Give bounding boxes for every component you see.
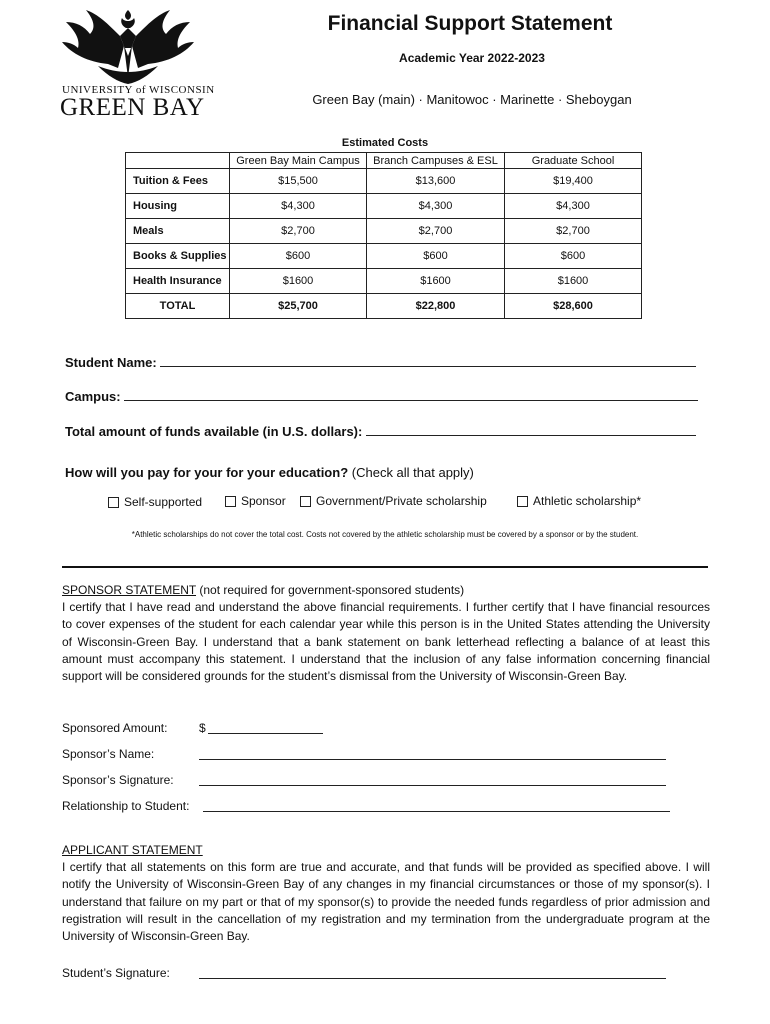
checkbox-athletic[interactable] (517, 496, 528, 507)
total-cell: $22,800 (367, 294, 505, 319)
row-label: Housing (126, 194, 230, 219)
page-title: Financial Support Statement (327, 12, 613, 35)
funds-field[interactable] (366, 423, 696, 436)
table-cell: $1600 (505, 269, 642, 294)
student-name-label: Student Name: (65, 355, 157, 370)
table-cell: $600 (367, 244, 505, 269)
funds-row (65, 423, 696, 439)
costs-table (125, 152, 642, 319)
sponsor-statement (62, 582, 710, 685)
table-cell: $2,700 (367, 219, 505, 244)
sponsor-signature-row (62, 773, 174, 787)
relationship-label: Relationship to Student: (62, 799, 190, 813)
payment-question (65, 465, 474, 480)
currency-symbol: $ (199, 721, 206, 735)
campus-field[interactable] (124, 388, 698, 401)
sponsored-amount-label: Sponsored Amount: (62, 721, 168, 735)
payment-question-hint: (Check all that apply) (351, 465, 474, 480)
table-cell: $600 (230, 244, 367, 269)
sponsor-heading: SPONSOR STATEMENT (62, 583, 197, 597)
applicant-statement (62, 842, 710, 945)
row-label: Meals (126, 219, 230, 244)
table-cell: $1600 (367, 269, 505, 294)
sponsor-name-field[interactable] (199, 747, 666, 760)
option-label: Government/Private scholarship (316, 494, 487, 508)
costs-table-title: Estimated Costs (341, 137, 429, 149)
relationship-field[interactable] (203, 799, 670, 812)
table-total-row (126, 294, 642, 319)
campus-row (65, 388, 698, 404)
student-signature-label: Student’s Signature: (62, 966, 170, 980)
campus-label: Campus: (65, 389, 121, 404)
sponsor-name-label: Sponsor’s Name: (62, 747, 155, 761)
sponsored-amount-field[interactable] (208, 721, 323, 734)
row-label: Tuition & Fees (126, 169, 230, 194)
table-cell: $2,700 (505, 219, 642, 244)
relationship-row (62, 799, 189, 813)
table-row (126, 269, 642, 294)
applicant-heading: APPLICANT STATEMENT (62, 843, 203, 857)
option-scholarship[interactable] (300, 494, 487, 508)
table-cell: $2,700 (230, 219, 367, 244)
total-cell: $25,700 (230, 294, 367, 319)
table-header-cell: Graduate School (505, 153, 642, 169)
sponsor-name-row (62, 747, 154, 761)
student-signature-field[interactable] (199, 966, 666, 979)
row-label: Health Insurance (126, 269, 230, 294)
table-row (126, 169, 642, 194)
option-label: Sponsor (241, 494, 286, 508)
section-divider (62, 566, 708, 568)
sponsor-signature-field[interactable] (199, 773, 666, 786)
sponsored-amount-row (62, 721, 206, 735)
checkbox-scholarship[interactable] (300, 496, 311, 507)
table-header-cell (126, 153, 230, 169)
row-label: Books & Supplies (126, 244, 230, 269)
table-cell: $4,300 (367, 194, 505, 219)
option-label: Athletic scholarship* (533, 494, 642, 508)
sponsor-body: I certify that I have read and understand the above financial requirements. I further certify that I have financial resources to cover expenses of the student for each calendar year while this person is in the United States attending the University of Wisconsin-Green Bay. I understand that a bank statement on bank letterhead reflecting a balance of at least this amount must accompany this statement. I understand that the inclusion of any false information concerning financial support will be considered grounds for the student’s dismissal from the University of Wisconsin-Green Bay. (62, 600, 710, 684)
university-name-large: GREEN BAY (60, 94, 205, 121)
option-self-supported[interactable] (108, 495, 202, 509)
table-cell: $4,300 (505, 194, 642, 219)
table-cell: $1600 (230, 269, 367, 294)
option-label: Self-supported (124, 495, 203, 509)
table-header-cell: Green Bay Main Campus (230, 153, 367, 169)
option-athletic[interactable] (517, 494, 641, 508)
total-cell: $28,600 (505, 294, 642, 319)
option-sponsor[interactable] (225, 494, 286, 508)
campus-list: Green Bay (main) · Manitowoc · Marinette · Sheboygan (312, 92, 632, 107)
table-cell: $600 (505, 244, 642, 269)
total-label: TOTAL (126, 294, 230, 319)
student-name-row (65, 354, 696, 370)
table-header-cell: Branch Campuses & ESL (367, 153, 505, 169)
table-cell: $15,500 (230, 169, 367, 194)
funds-label: Total amount of funds available (in U.S. dollars): (65, 424, 363, 439)
sponsor-signature-label: Sponsor’s Signature: (62, 773, 174, 787)
table-cell: $13,600 (367, 169, 505, 194)
checkbox-sponsor[interactable] (225, 496, 236, 507)
applicant-body: I certify that all statements on this form are true and accurate, and that funds will be provided as specified above. I will notify the University of Wisconsin-Green Bay of any changes in my financial circumstances or those of my sponsor(s). I understand that failure on my part or that of my sponsor(s) to provide the needed funds regardless of prior admission and registration will result in the cancellation of my registration and my termination from the undergraduate program at the University of Wisconsin-Green Bay. (62, 860, 710, 944)
table-header-row (126, 153, 642, 169)
student-name-field[interactable] (160, 354, 696, 367)
academic-year: Academic Year 2022-2023 (399, 51, 545, 65)
table-cell: $19,400 (505, 169, 642, 194)
checkbox-self-supported[interactable] (108, 497, 119, 508)
athletic-note: *Athletic scholarships do not cover the total cost. Costs not covered by the athletic scholarship must be covered by a sponsor or by the student. (131, 530, 639, 539)
student-signature-row (62, 966, 170, 980)
table-row (126, 219, 642, 244)
sponsor-heading-line (62, 582, 710, 599)
payment-question-text: How will you pay for your for your education? (65, 465, 349, 480)
university-name-small: UNIVERSITY of WISCONSIN (62, 84, 215, 96)
table-cell: $4,300 (230, 194, 367, 219)
table-row (126, 194, 642, 219)
sponsor-heading-note: (not required for government-sponsored students) (199, 583, 465, 597)
table-row (126, 244, 642, 269)
